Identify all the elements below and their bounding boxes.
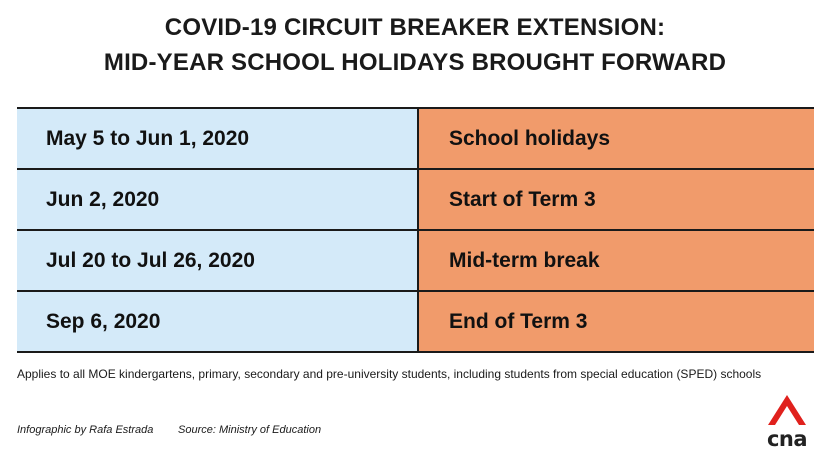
source-credit: Source: Ministry of Education bbox=[178, 424, 322, 436]
date-cell: Sep 6, 2020 bbox=[17, 292, 417, 351]
headline-line-2: MID-YEAR SCHOOL HOLIDAYS BROUGHT FORWARD bbox=[103, 49, 727, 76]
applicability-note: Applies to all MOE kindergartens, primary, secondary and pre-university students, including students from special education (SPED) schools bbox=[17, 367, 762, 381]
infographic-credit: Infographic by Rafa Estrada bbox=[17, 424, 154, 436]
cna-logo-icon bbox=[766, 393, 808, 427]
date-cell: Jul 20 to Jul 26, 2020 bbox=[17, 231, 417, 290]
schedule-table bbox=[17, 107, 814, 353]
table-row bbox=[17, 170, 814, 231]
event-cell: Start of Term 3 bbox=[417, 170, 814, 229]
cna-logo bbox=[758, 393, 816, 457]
table-row bbox=[17, 231, 814, 292]
headline-line-1: COVID-19 CIRCUIT BREAKER EXTENSION: bbox=[164, 14, 666, 41]
event-cell: End of Term 3 bbox=[417, 292, 814, 351]
event-cell: School holidays bbox=[417, 109, 814, 168]
table-row bbox=[17, 292, 814, 351]
event-cell: Mid-term break bbox=[417, 231, 814, 290]
date-cell: Jun 2, 2020 bbox=[17, 170, 417, 229]
table-row bbox=[17, 109, 814, 170]
cna-logo-text: cna bbox=[766, 427, 808, 451]
date-cell: May 5 to Jun 1, 2020 bbox=[17, 109, 417, 168]
